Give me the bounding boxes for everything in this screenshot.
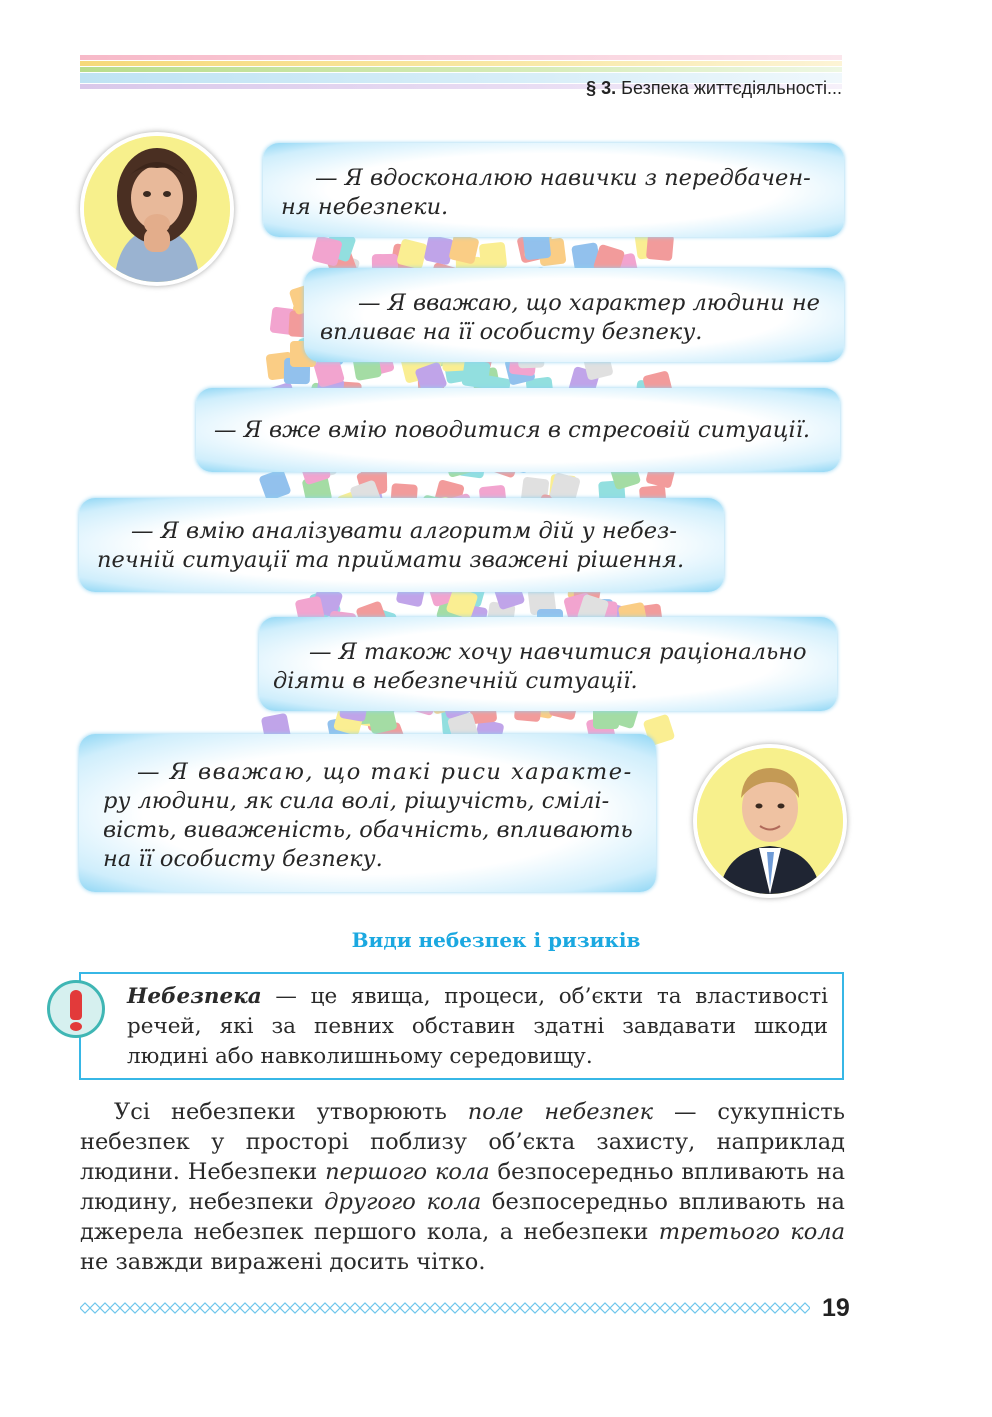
section-title-head: Безпека життєдіяльності... <box>616 78 842 98</box>
bubble-line: — Я також хочу навчитися раціонально <box>309 639 807 665</box>
body-text-3: безпосередньо впливають на людину, небезпеки <box>80 1159 845 1215</box>
speech-bubble-3 <box>196 388 840 472</box>
speech-bubble-1 <box>263 143 844 237</box>
body-text-1: Усі небезпеки утворюють <box>114 1099 468 1125</box>
mosaic-tile <box>646 233 674 261</box>
definition-term: Небезпека <box>127 984 262 1009</box>
bubble-line: — Я вважаю, що такі риси характе- <box>137 759 633 785</box>
body-paragraph <box>80 1097 845 1277</box>
body-italic-1: поле небезпек <box>467 1099 654 1125</box>
running-head <box>586 78 842 99</box>
body-italic-4: третього кола <box>658 1219 845 1245</box>
body-italic-3: другого кола <box>324 1189 482 1215</box>
bubble-line: на її особисту безпеку. <box>103 846 383 872</box>
section-heading: Види небезпек і ризиків <box>351 928 641 952</box>
section-number: § 3. <box>586 78 617 98</box>
speech-bubble-5 <box>259 617 837 711</box>
bubble-line: печній ситуації та приймати зважені рішення. <box>97 547 685 573</box>
bubble-line: вість, виваженість, обачність, впливають <box>103 817 633 843</box>
bubble-line: діяти в небезпечній ситуації. <box>273 668 638 694</box>
bubble-line: ру людини, як сила волі, рішучість, смілі- <box>103 788 610 814</box>
bubble-line: — Я вдосконалюю навички з передбачен- <box>315 165 811 191</box>
body-text-2: — сукупність небезпек у просторі поблизу об’єкта захисту, наприклад людини. Небезпеки <box>80 1099 846 1185</box>
mosaic-tile <box>479 242 508 271</box>
girl-photo <box>80 132 234 286</box>
page-number: 19 <box>822 1294 850 1322</box>
body-text-4: безпосередньо впливають на джерела небезпек першого кола, а небезпеки <box>80 1189 845 1245</box>
bubble-line: впливає на її особисту безпеку. <box>320 319 703 345</box>
mosaic-tile <box>258 468 291 501</box>
body-italic-2: першого кола <box>325 1159 490 1185</box>
boy-photo <box>693 744 847 898</box>
exclamation-icon <box>47 980 105 1038</box>
bubble-line: — Я вже вмію поводитися в стресовій ситуації. <box>214 417 811 443</box>
bubble-line: ня небезпеки. <box>281 194 449 220</box>
bubble-line: — Я вважаю, що характер людини не <box>358 290 820 316</box>
footer-ornament <box>80 1301 810 1315</box>
definition-text: — це явища, процеси, об’єкти та властивості речей, які за певних обставин здатні завдавати шкоди людині або навколишньому середовищу. <box>127 984 828 1069</box>
definition-box <box>79 972 844 1080</box>
speech-bubble-4 <box>79 498 724 592</box>
body-text-5: не завжди виражені досить чітко. <box>80 1249 486 1275</box>
bubble-line: — Я вмію аналізувати алгоритм дій у небез- <box>131 518 677 544</box>
speech-bubble-6 <box>79 734 656 892</box>
speech-bubble-2 <box>304 268 844 362</box>
mosaic-tile <box>461 359 490 388</box>
